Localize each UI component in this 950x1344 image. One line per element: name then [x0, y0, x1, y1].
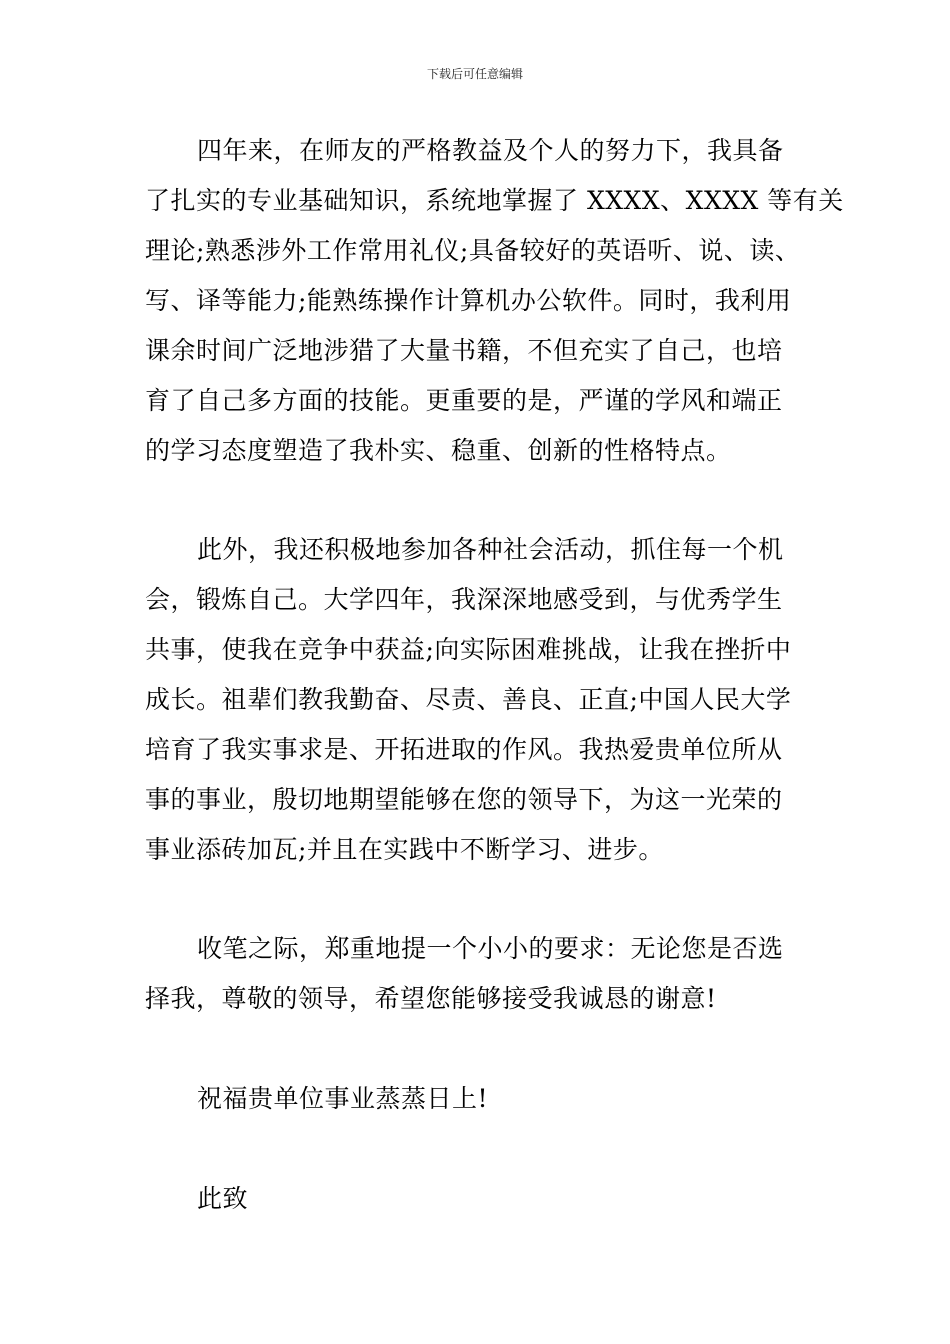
- paragraph-line: 事业添砖加瓦;并且在实践中不断学习、进步。: [145, 835, 664, 864]
- paragraph-line: 祝福贵单位事业蒸蒸日上!: [197, 1084, 489, 1113]
- paragraph-line: 事的事业，殷切地期望能够在您的领导下，为这一光荣的: [145, 785, 783, 814]
- paragraph-line: 了扎实的专业基础知识，系统地掌握了 XXXX、XXXX 等有关: [145, 186, 844, 215]
- paragraph-line: 此致: [197, 1184, 249, 1213]
- paragraph-wishes: [145, 1074, 825, 1124]
- paragraph-salutation: [145, 1174, 825, 1224]
- paragraph-self-introduction: [145, 126, 844, 476]
- paragraph-line: 收笔之际，郑重地提一个小小的要求：无论您是否选: [197, 934, 784, 963]
- paragraph-line: 培育了我实事求是、开拓进取的作风。我热爱贵单位所从: [145, 735, 783, 764]
- paragraph-line: 会，锻炼自己。大学四年，我深深地感受到，与优秀学生: [145, 585, 783, 614]
- paragraph-line: 的学习态度塑造了我朴实、稳重、创新的性格特点。: [145, 436, 732, 465]
- paragraph-closing-request: [145, 924, 825, 1024]
- paragraph-line: 共事，使我在竞争中获益;向实际困难挑战，让我在挫折中: [145, 635, 792, 664]
- paragraph-activities: [145, 525, 825, 875]
- paragraph-line: 四年来，在师友的严格教益及个人的努力下，我具备: [197, 136, 784, 165]
- page-header: 下载后可任意编辑: [426, 67, 523, 81]
- paragraph-line: 择我，尊敬的领导，希望您能够接受我诚恳的谢意!: [145, 984, 717, 1013]
- paragraph-line: 理论;熟悉涉外工作常用礼仪;具备较好的英语听、说、读、: [145, 236, 801, 265]
- paragraph-line: 写、译等能力;能熟练操作计算机办公软件。同时，我利用: [145, 286, 792, 315]
- paragraph-line: 成长。祖辈们教我勤奋、尽责、善良、正直;中国人民大学: [145, 685, 792, 714]
- paragraph-line: 育了自己多方面的技能。更重要的是，严谨的学风和端正: [145, 386, 783, 415]
- paragraph-line: 此外，我还积极地参加各种社会活动，抓住每一个机: [197, 535, 784, 564]
- paragraph-line: 课余时间广泛地涉猎了大量书籍，不但充实了自己，也培: [145, 336, 783, 365]
